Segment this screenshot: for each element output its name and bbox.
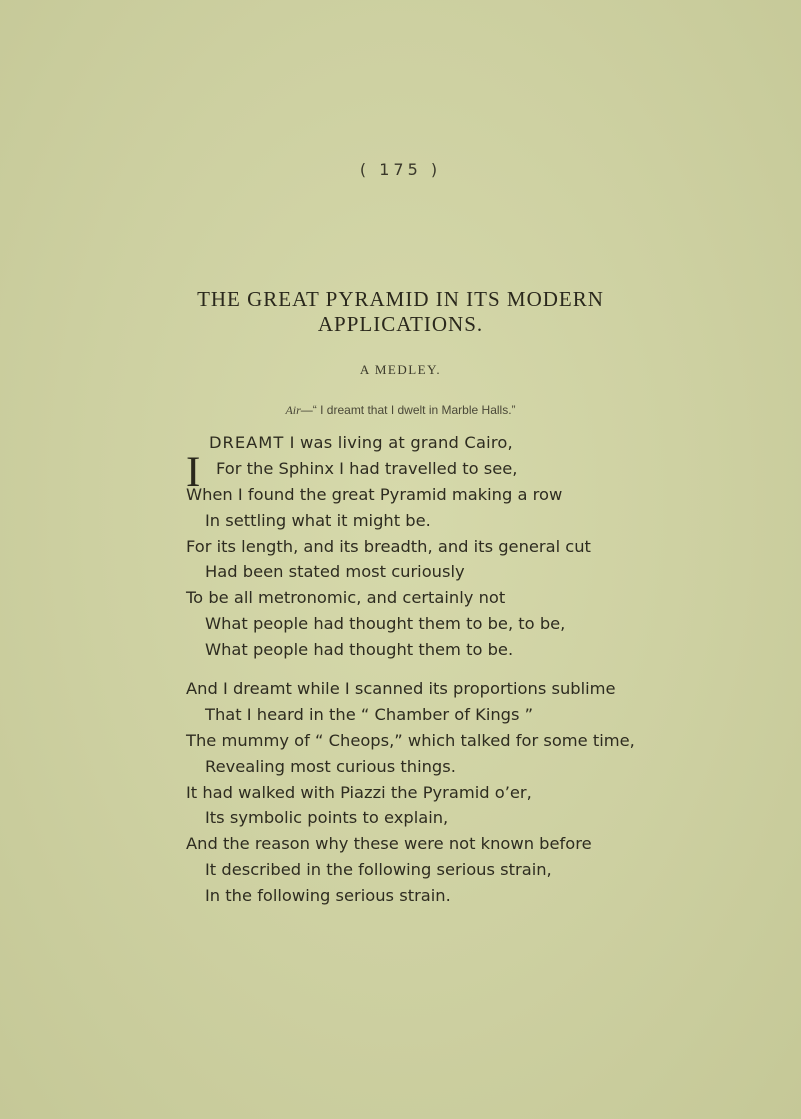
verse-line bbox=[186, 456, 786, 482]
first-line-text bbox=[186, 433, 513, 452]
verse-line: The mummy of “ Cheops,” which talked for some time, bbox=[186, 730, 635, 750]
air-note bbox=[0, 403, 801, 418]
verse-line: And I dreamt while I scanned its proportions sublime bbox=[186, 679, 616, 698]
drop-cap: I bbox=[186, 449, 201, 496]
verse-line: Had been stated most curiously bbox=[205, 562, 465, 582]
page-number: ( 175 ) bbox=[359, 160, 442, 179]
verse-line: For its length, and its breadth, and its general cut bbox=[186, 536, 591, 556]
verse-line: Its symbolic points to explain, bbox=[205, 808, 449, 828]
verse-line-text: For the Sphinx I had travelled to see, bbox=[216, 458, 518, 478]
stanza-1 bbox=[186, 430, 786, 663]
verse-line: In settling what it might be. bbox=[205, 510, 431, 530]
air-label: Air bbox=[285, 403, 301, 417]
first-word-caps: DREAMT bbox=[209, 433, 285, 452]
verse-line: To be all metronomic, and certainly not bbox=[186, 588, 506, 608]
verse-line: It had walked with Piazzi the Pyramid o’er, bbox=[186, 782, 532, 802]
air-dash: — bbox=[300, 403, 313, 417]
verse-line: Revealing most curious things. bbox=[205, 756, 456, 776]
verse-line: And the reason why these were not known before bbox=[186, 834, 592, 854]
air-text: “ I dreamt that I dwelt in Marble Halls.” bbox=[312, 403, 516, 417]
verse-line: What people had thought them to be. bbox=[205, 640, 514, 660]
poem-title bbox=[0, 287, 801, 337]
subtitle: A MEDLEY. bbox=[359, 362, 442, 377]
title-line-1: THE GREAT PYRAMID IN ITS MODERN bbox=[197, 287, 604, 311]
verse-line: When I found the great Pyramid making a row bbox=[186, 484, 563, 504]
verse-line: In the following serious strain. bbox=[205, 886, 451, 906]
stanza-2 bbox=[186, 676, 786, 909]
verse-line: What people had thought them to be, to be, bbox=[205, 614, 566, 634]
verse-line: That I heard in the “ Chamber of Kings ” bbox=[205, 704, 534, 724]
title-line-2: APPLICATIONS. bbox=[317, 312, 484, 336]
verse-line: It described in the following serious strain, bbox=[205, 860, 552, 880]
first-line-rest: I was living at grand Cairo, bbox=[284, 433, 513, 452]
